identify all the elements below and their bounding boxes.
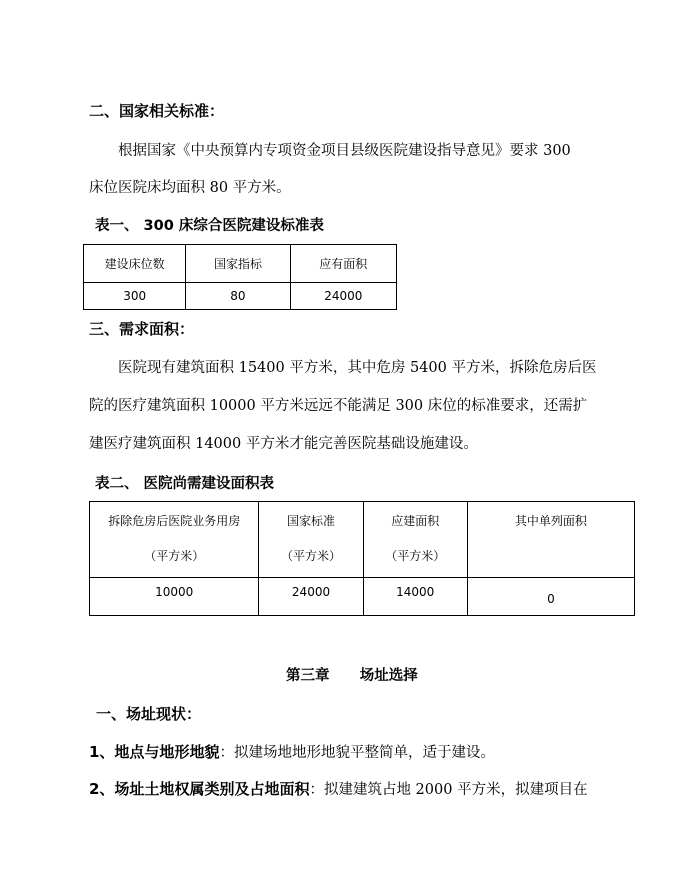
- table-cell: 24000: [290, 283, 396, 310]
- section-heading-demand-area: 三、需求面积：: [89, 320, 195, 338]
- paragraph-line: 根据国家《中央预算内专项资金项目县级医院建设指导意见》要求 300: [118, 143, 571, 159]
- table-header-cell: 应有面积: [290, 245, 396, 283]
- item-text: ：拟建建筑占地 2000 平方米，拟建项目在: [309, 782, 588, 798]
- item-text: ：拟建场地地形地貌平整简单，适于建设。: [219, 745, 495, 761]
- table-header-line: （平方米）: [385, 549, 446, 563]
- table-header-row: [84, 245, 397, 283]
- table-cell: 80: [186, 283, 290, 310]
- table-header-cell: [90, 502, 259, 578]
- item-label: 2、场址土地权属类别及占地面积: [89, 780, 310, 798]
- item-label: 1、地点与地形地貌: [89, 743, 220, 761]
- table-header-cell: 国家指标: [186, 245, 290, 283]
- table-header-line: （平方米）: [281, 549, 342, 563]
- table-cell: 10000: [90, 578, 259, 616]
- table-cell: 14000: [363, 578, 467, 616]
- numbered-item: [89, 741, 495, 762]
- table-header-line: （平方米）: [144, 549, 205, 563]
- table-header-line: 应建面积: [391, 514, 440, 528]
- table2-title: 表二、 医院尚需建设面积表: [95, 476, 275, 492]
- table-header-cell: [363, 502, 467, 578]
- section-heading-national-standards: 二、国家相关标准：: [89, 102, 225, 120]
- table-cell: 300: [84, 283, 186, 310]
- table-header-cell: 建设床位数: [84, 245, 186, 283]
- table-header-cell: [259, 502, 363, 578]
- numbered-item: [89, 778, 588, 799]
- subsection-heading: 一、场址现状：: [96, 705, 202, 723]
- paragraph-line: 建医疗建筑面积 14000 平方米才能完善医院基础设施建设。: [89, 436, 478, 452]
- table-header-line: 其中单列面积: [514, 514, 587, 528]
- paragraph-line: 医院现有建筑面积 15400 平方米，其中危房 5400 平方米，拆除危房后医: [118, 360, 597, 376]
- required-area-table: [89, 501, 635, 616]
- chapter-title: 第三章 场址选择: [286, 668, 418, 684]
- paragraph-line: 床位医院床均面积 80 平方米。: [89, 180, 291, 196]
- table-header-line: 国家标准: [287, 514, 336, 528]
- table-header-row: [90, 502, 635, 578]
- table-cell: 24000: [259, 578, 363, 616]
- table-row: [90, 578, 635, 616]
- standards-table: [83, 244, 397, 310]
- table-cell: 0: [467, 578, 634, 616]
- table-header-cell: [467, 502, 634, 578]
- table-row: [84, 283, 397, 310]
- table1-title: 表一、 300 床综合医院建设标准表: [95, 218, 324, 234]
- paragraph-line: 院的医疗建筑面积 10000 平方米远远不能满足 300 床位的标准要求，还需扩: [89, 398, 588, 414]
- table-header-line: 拆除危房后医院业务用房: [108, 514, 241, 528]
